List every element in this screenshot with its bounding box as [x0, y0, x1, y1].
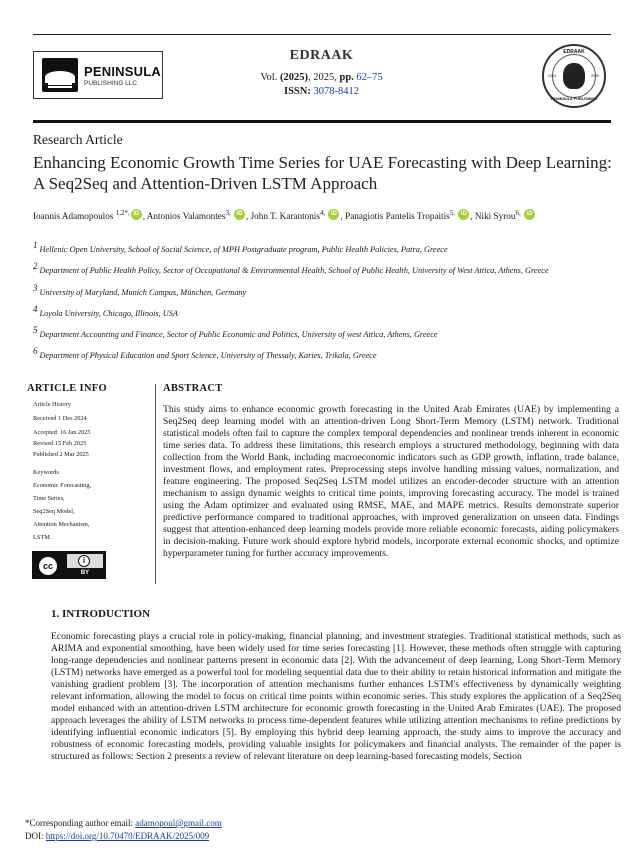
history-label: Article History	[33, 401, 71, 408]
affiliation-text: University of Maryland, Munich Campus, München, Germany	[39, 287, 247, 297]
author-name: , Panagiotis Pantelis Tropaitis	[340, 211, 450, 222]
revised-date: Revised 15 Feb 2025	[33, 440, 87, 447]
seal-left-year: 2024	[548, 74, 556, 78]
article-info-panel	[27, 383, 147, 576]
author-list	[33, 206, 623, 223]
volume-value: (2025)	[279, 72, 308, 83]
corresponding-author	[25, 817, 222, 830]
article-type: Research Article	[33, 132, 123, 147]
volume-year: , 2025,	[307, 72, 337, 83]
author-email-link[interactable]: adamopoul@gmail.com	[135, 818, 222, 828]
author-affil-sup: 6,	[515, 209, 521, 217]
introduction-heading: 1. INTRODUCTION	[51, 608, 151, 620]
doi-link[interactable]: https://doi.org/10.70470/EDRAAK/2025/009	[45, 831, 210, 841]
affiliation-text: Department Accounting and Finance, Sector of Public Economic and Politics, University of west Attica, Athens, Greece	[39, 329, 438, 339]
orcid-icon[interactable]: iD	[234, 209, 245, 220]
article-info-heading: ARTICLE INFO	[27, 383, 107, 394]
keyword-item: Attention Mechanism,	[33, 521, 90, 528]
cc-by-license-badge[interactable]	[32, 551, 106, 579]
keyword-item: LSTM.	[33, 534, 52, 541]
seal-emblem-icon	[563, 63, 585, 89]
abstract-heading: ABSTRACT	[163, 383, 223, 394]
abstract-text: This study aims to enhance economic growth forecasting in the United Arab Emirates (UAE) by implementing a Seq2Seq deep learning model with an attention-driven Long Short-Term Memory (LSTM) network. Traditional statistical models often fail to capture the complex temporal dependencies and nonlinear trends inherent in economic time series data. To address these limitations, this research employs a structured methodology, beginning with data collection from the World Bank, including macroeconomic indicators such as GDP growth, inflation, trade balance, investment flows, and employment rates. Preprocessing steps involve handling missing values, normalization, and feature engineering. The proposed Seq2Seq LSTM model utilizes an encoder-decoder structure with an attention mechanism to assign dynamic weights to critical time points, improving forecasting accuracy. The model is trained using the Adam optimizer and evaluated using RMSE, MAE, and MAPE metrics. Results demonstrate superior predictive performance compared to traditional approaches, with improved generalization on unseen data. Findings suggest that attention-enhanced deep learning models provide more reliable economic forecasts, aiding policymakers in decision-making. Future work should explore hybrid models, incorporate external economic shocks, and optimize hyperparameter tuning for further accuracy improvements.	[163, 404, 619, 559]
author-affil-sup: 4,	[319, 209, 326, 217]
orcid-icon[interactable]: iD	[131, 209, 142, 220]
journal-name: EDRAAK	[289, 48, 354, 63]
seal-right-year: 2025	[591, 74, 599, 78]
issn-link[interactable]: 3078-8412	[313, 86, 359, 97]
doi-line	[25, 830, 222, 843]
affiliation-number: 4	[33, 303, 38, 314]
author-affil-sup: 5,	[449, 209, 455, 217]
header-thick-rule	[33, 120, 611, 123]
pages-label: pp.	[339, 72, 354, 83]
author-name: , Antonios Valamontes	[142, 211, 226, 222]
publisher-name: PENINSULA	[84, 63, 161, 79]
affiliation-number: 5	[33, 325, 38, 336]
doi-label: DOI:	[25, 831, 44, 841]
seal-bottom-text: PENINSULA PUBLISHING	[550, 97, 598, 101]
keyword-item: Time Series,	[33, 495, 65, 502]
affiliation-text: Hellenic Open University, School of Social Science, of MPH Postgraduate program, Public Health Policies, Patra, Greece	[39, 244, 448, 254]
seal-top-text: EDRAAK	[563, 49, 585, 55]
author-affil-sup: 3,	[225, 209, 231, 217]
article-history	[33, 399, 147, 460]
keyword-item: Economic Forecasting,	[33, 482, 92, 489]
affiliation-number: 2	[33, 261, 38, 272]
volume-label: Vol.	[260, 72, 278, 83]
affiliation-item	[33, 260, 611, 277]
affiliation-text: Department of Physical Education and Sport Science, University of Thessaly, Karies, Trikala, Greece	[39, 351, 377, 361]
attribution-person-icon: i	[78, 555, 90, 567]
keyword-item: Seq2Seq Model,	[33, 508, 75, 515]
affiliation-list	[33, 239, 611, 367]
issn-label: ISSN:	[284, 86, 311, 97]
introduction-text: Economic forecasting plays a crucial role in policy-making, financial planning, and investment strategies. Traditional statistical methods, such as ARIMA and exponential smoothing, have been widely used for time series forecasting [1]. However, these methods often struggle with capturing long-range dependencies and nonlinear patterns present in economic data [2]. With the advancement of deep learning, Long Short-Term Memory (LSTM) networks have emerged as a powerful tool for modeling sequential data due to their ability to retain historical information and mitigate the vanishing gradient problem [3]. The incorporation of attention mechanisms further enhances LSTM's effectiveness by dynamically weighting relevant information, allowing the model to focus on critical time points within economic series. This study explores the application of a Seq2Seq model enhanced with an attention-driven LSTM architecture for economic growth forecasting in the United Arab Emirates (UAE). The proposed approach leverages the ability of LSTM networks to process time-dependent features while utilizing attention mechanisms to refine predictions by identifying influential economic indicators [5]. By employing this hybrid deep learning approach, the study aims to improve the accuracy and robustness of economic forecasting models, providing valuable insights for policymakers and financial analysts. The remainder of the paper is structured as follows: Section 2 presents a review of relevant literature on deep learning-based forecasting models, Section	[51, 631, 621, 762]
published-date: Published 2 Mar 2025	[33, 451, 89, 458]
column-divider	[155, 384, 156, 584]
header-top-rule	[33, 34, 611, 35]
author-name: , John T. Karantonis	[246, 211, 320, 222]
publisher-subtitle: PUBLISHING LLC	[84, 79, 138, 87]
affiliation-number: 3	[33, 282, 38, 293]
page-footer	[25, 817, 222, 843]
keyword-list	[33, 479, 147, 544]
affiliation-number: 6	[33, 346, 38, 357]
keywords-label: Keywords	[33, 469, 59, 476]
license-by-label: BY	[80, 570, 90, 576]
creative-commons-icon: cc	[37, 555, 59, 577]
orcid-icon[interactable]: iD	[458, 209, 469, 220]
affiliation-text: Department of Public Health Policy, Sector of Occupational & Environmental Health, School of Public Health, University of West Attica, Athens, Greece	[39, 266, 549, 276]
pages-link[interactable]: 62–75	[356, 72, 383, 83]
affiliation-text: Loyola University, Chicago, Illinois, USA	[39, 308, 179, 318]
orcid-icon[interactable]: iD	[524, 209, 535, 220]
author-affil-sup: 1,2*,	[115, 209, 130, 217]
affiliation-item	[33, 282, 611, 299]
affiliation-number: 1	[33, 240, 38, 250]
journal-seal-logo	[542, 44, 606, 108]
author-name: Ioannis Adamopoulos	[33, 211, 114, 222]
paper-title: Enhancing Economic Growth Time Series for UAE Forecasting with Deep Learning: A Seq2Seq and Attention-Driven LSTM Approach	[33, 153, 612, 193]
accepted-date: Accepted: 16 Jan 2025	[33, 429, 91, 436]
corresponding-label: *Corresponding author email:	[25, 818, 133, 828]
affiliation-item	[33, 303, 611, 320]
author-name: , Niki Syrou	[470, 211, 516, 222]
received-date: Received 1 Des 2024	[33, 415, 87, 422]
orcid-icon[interactable]: iD	[328, 209, 339, 220]
affiliation-item	[33, 345, 611, 362]
affiliation-item	[33, 324, 611, 341]
affiliation-item	[33, 239, 611, 256]
